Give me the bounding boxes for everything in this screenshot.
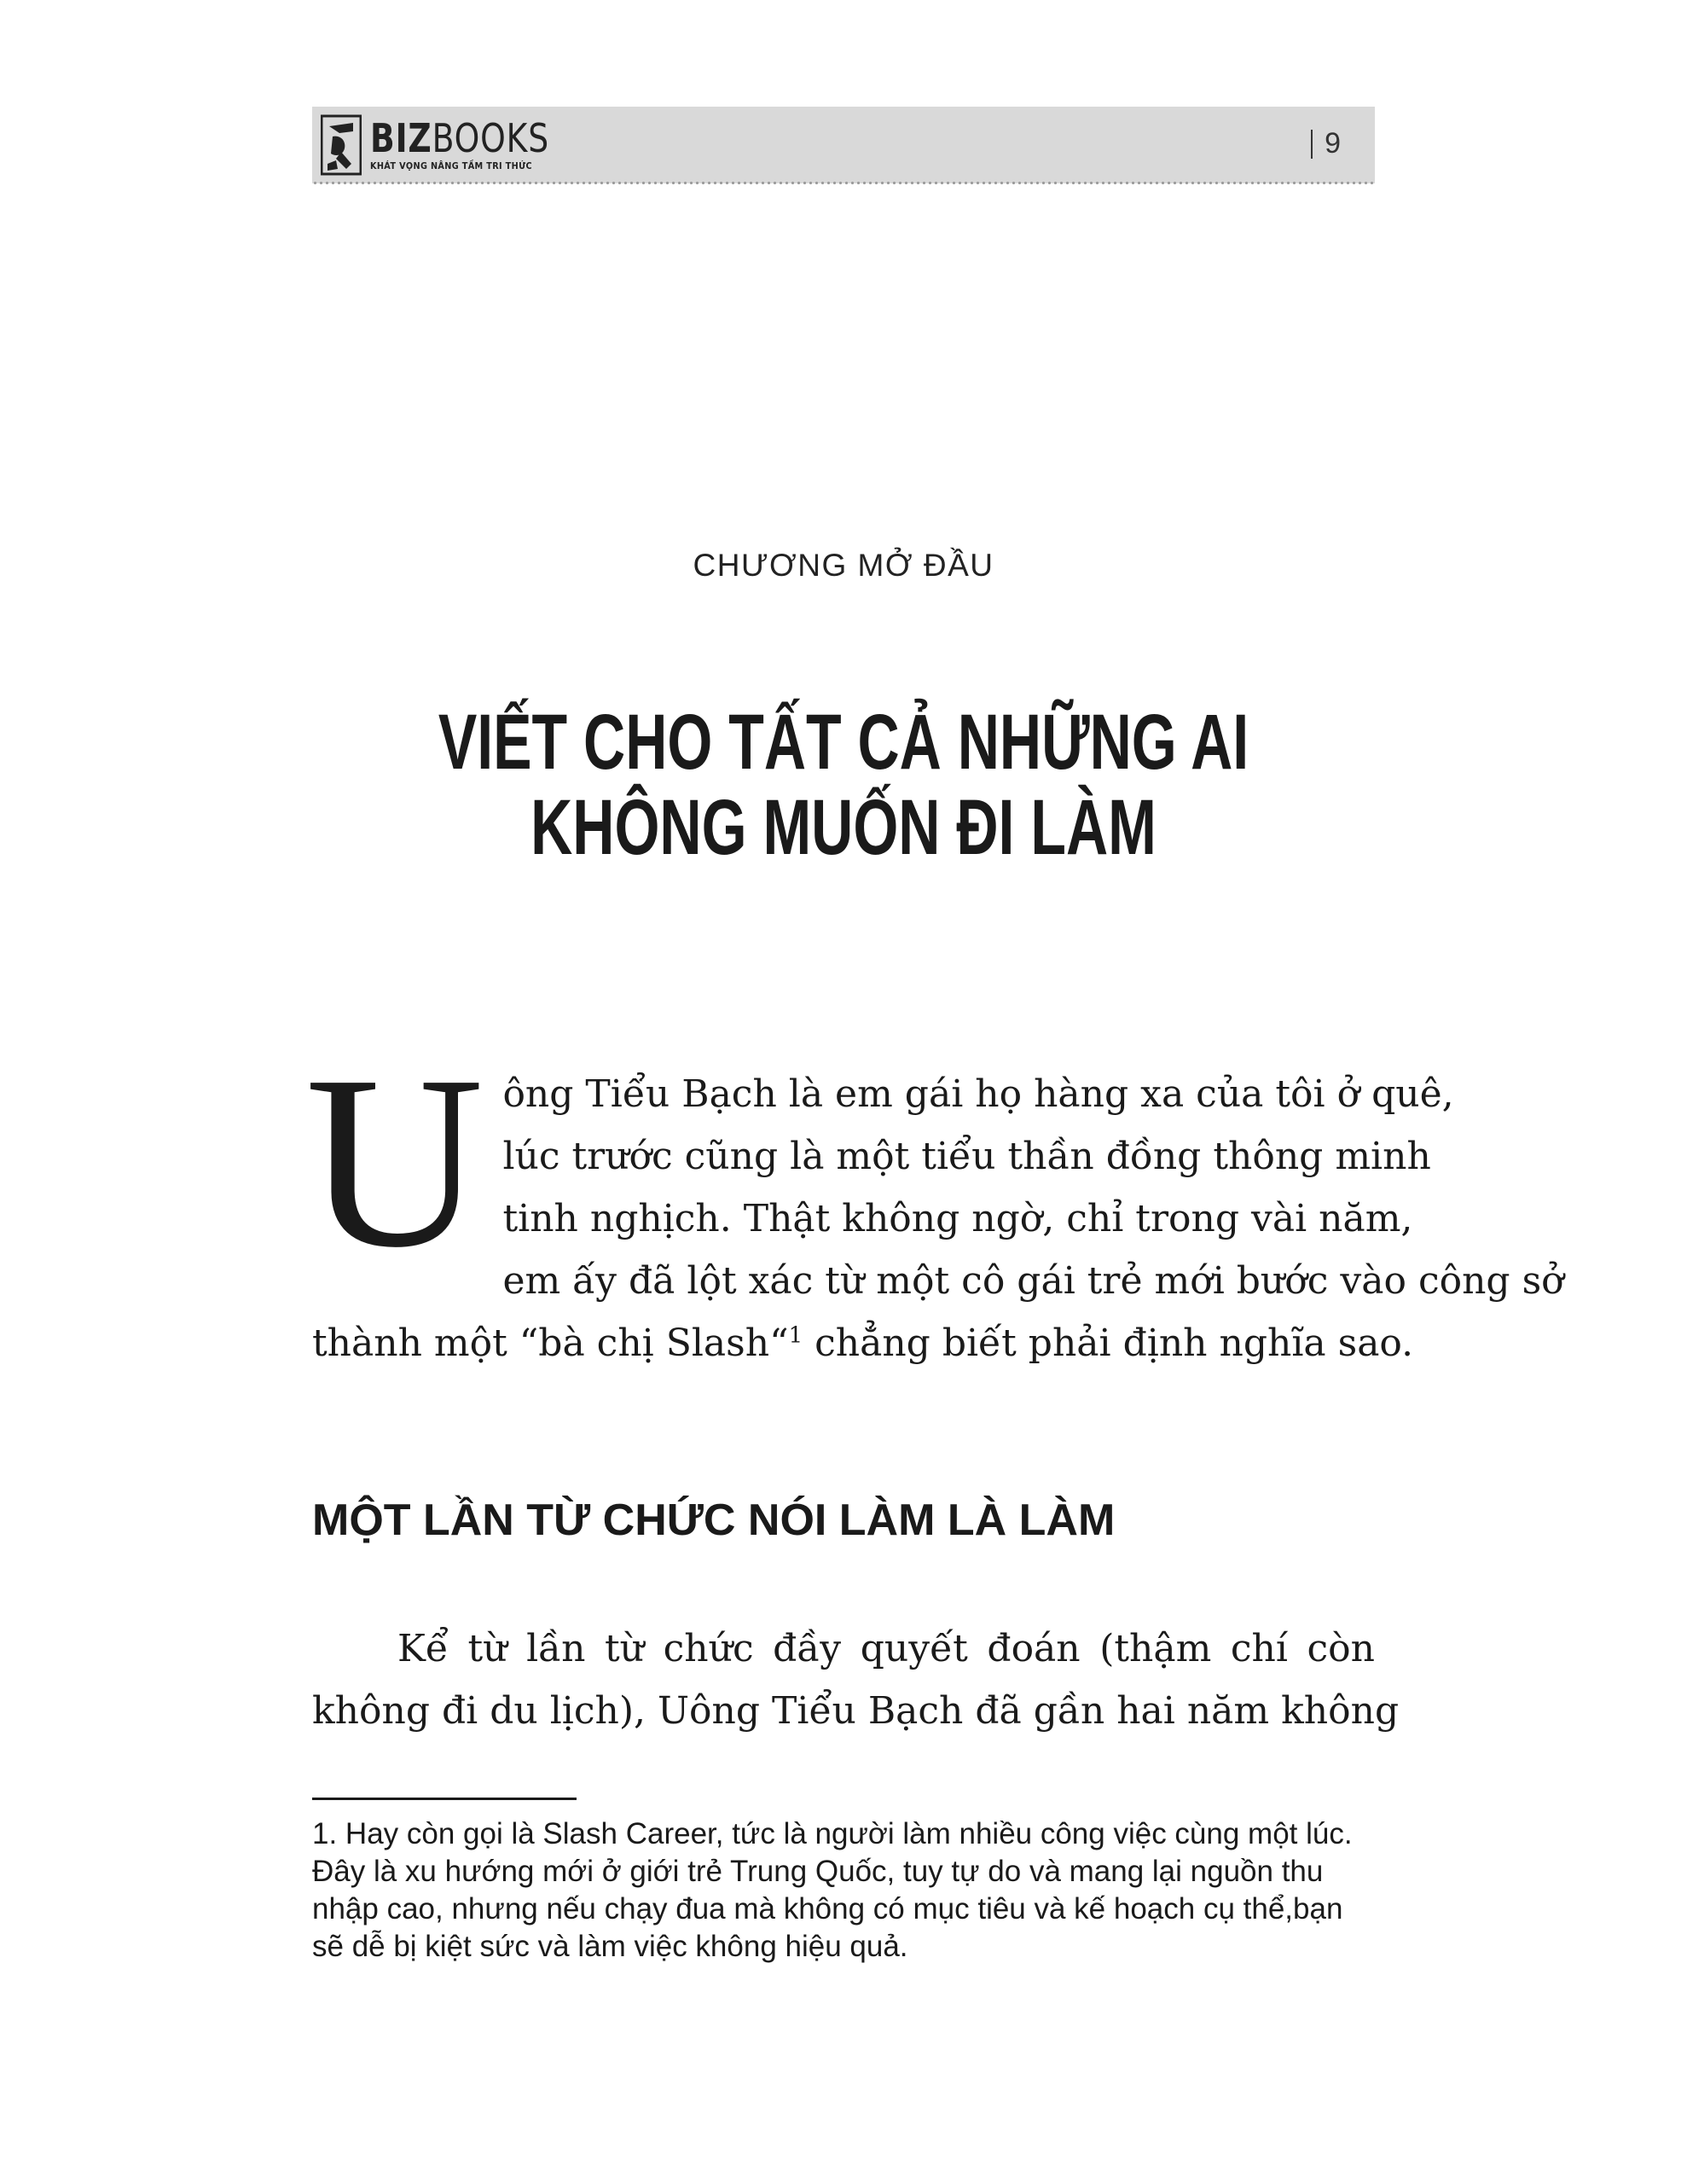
- bizbooks-logo-icon: [321, 114, 362, 176]
- chapter-title: [0, 700, 1687, 870]
- drop-cap: U: [305, 1025, 484, 1298]
- brand-name: BIZBOOKS: [370, 115, 549, 161]
- footnote-reference[interactable]: 1: [788, 1322, 803, 1349]
- paragraph-line: lúc trước cũng là một tiểu thần đồng thông minh: [502, 1135, 1431, 1178]
- footnote-line: sẽ dễ bị kiệt sức và làm việc không hiệu quả.: [312, 1930, 908, 1963]
- paragraph-line: không đi du lịch), Uông Tiểu Bạch đã gần hai năm không: [312, 1689, 1400, 1733]
- paragraph-line: Kể từ lần từ chức đầy quyết đoán (thậm chí còn: [397, 1627, 1375, 1670]
- publisher-logo: [321, 114, 588, 176]
- chapter-title-line-2: KHÔNG MUỐN ĐI LÀM: [530, 784, 1157, 871]
- running-header: [312, 107, 1375, 183]
- page-number: [1311, 127, 1341, 160]
- paragraph-line: tinh nghịch. Thật không ngờ, chỉ trong vài năm,: [502, 1197, 1413, 1240]
- paragraph-line: thành một “bà chị Slash“$^1$ chẳng biết phải định nghĩa sao.: [312, 1321, 1414, 1365]
- footnote-rule: [312, 1798, 577, 1800]
- paragraph-line: ông Tiểu Bạch là em gái họ hàng xa của tôi ở quê,: [502, 1072, 1454, 1116]
- footnote-line: 1. Hay còn gọi là Slash Career, tức là người làm nhiều công việc cùng một lúc.: [312, 1817, 1353, 1850]
- footnote: [312, 1815, 1375, 1966]
- chapter-title-line-1: VIẾT CHO TẤT CẢ NHỮNG AI: [438, 699, 1249, 786]
- page-number-value: 9: [1325, 127, 1341, 160]
- section-paragraph: [312, 1618, 1400, 1742]
- page-number-divider: [1311, 130, 1313, 159]
- footnote-line: nhập cao, nhưng nếu chạy đua mà không có mục tiêu và kế hoạch cụ thể,bạn: [312, 1892, 1343, 1926]
- section-heading: MỘT LẦN TỪ CHỨC NÓI LÀM LÀ LÀM: [312, 1496, 1116, 1545]
- footnote-line: Đây là xu hướng mới ở giới trẻ Trung Quốc, tuy tự do và mang lại nguồn thu: [312, 1855, 1324, 1888]
- brand-tagline: KHÁT VỌNG NÂNG TẦM TRI THỨC: [370, 160, 532, 171]
- paragraph-line: em ấy đã lột xác từ một cô gái trẻ mới bước vào công sở: [502, 1259, 1564, 1303]
- opening-paragraph: [305, 1025, 1564, 1374]
- chapter-label: CHƯƠNG MỞ ĐẦU: [693, 548, 994, 583]
